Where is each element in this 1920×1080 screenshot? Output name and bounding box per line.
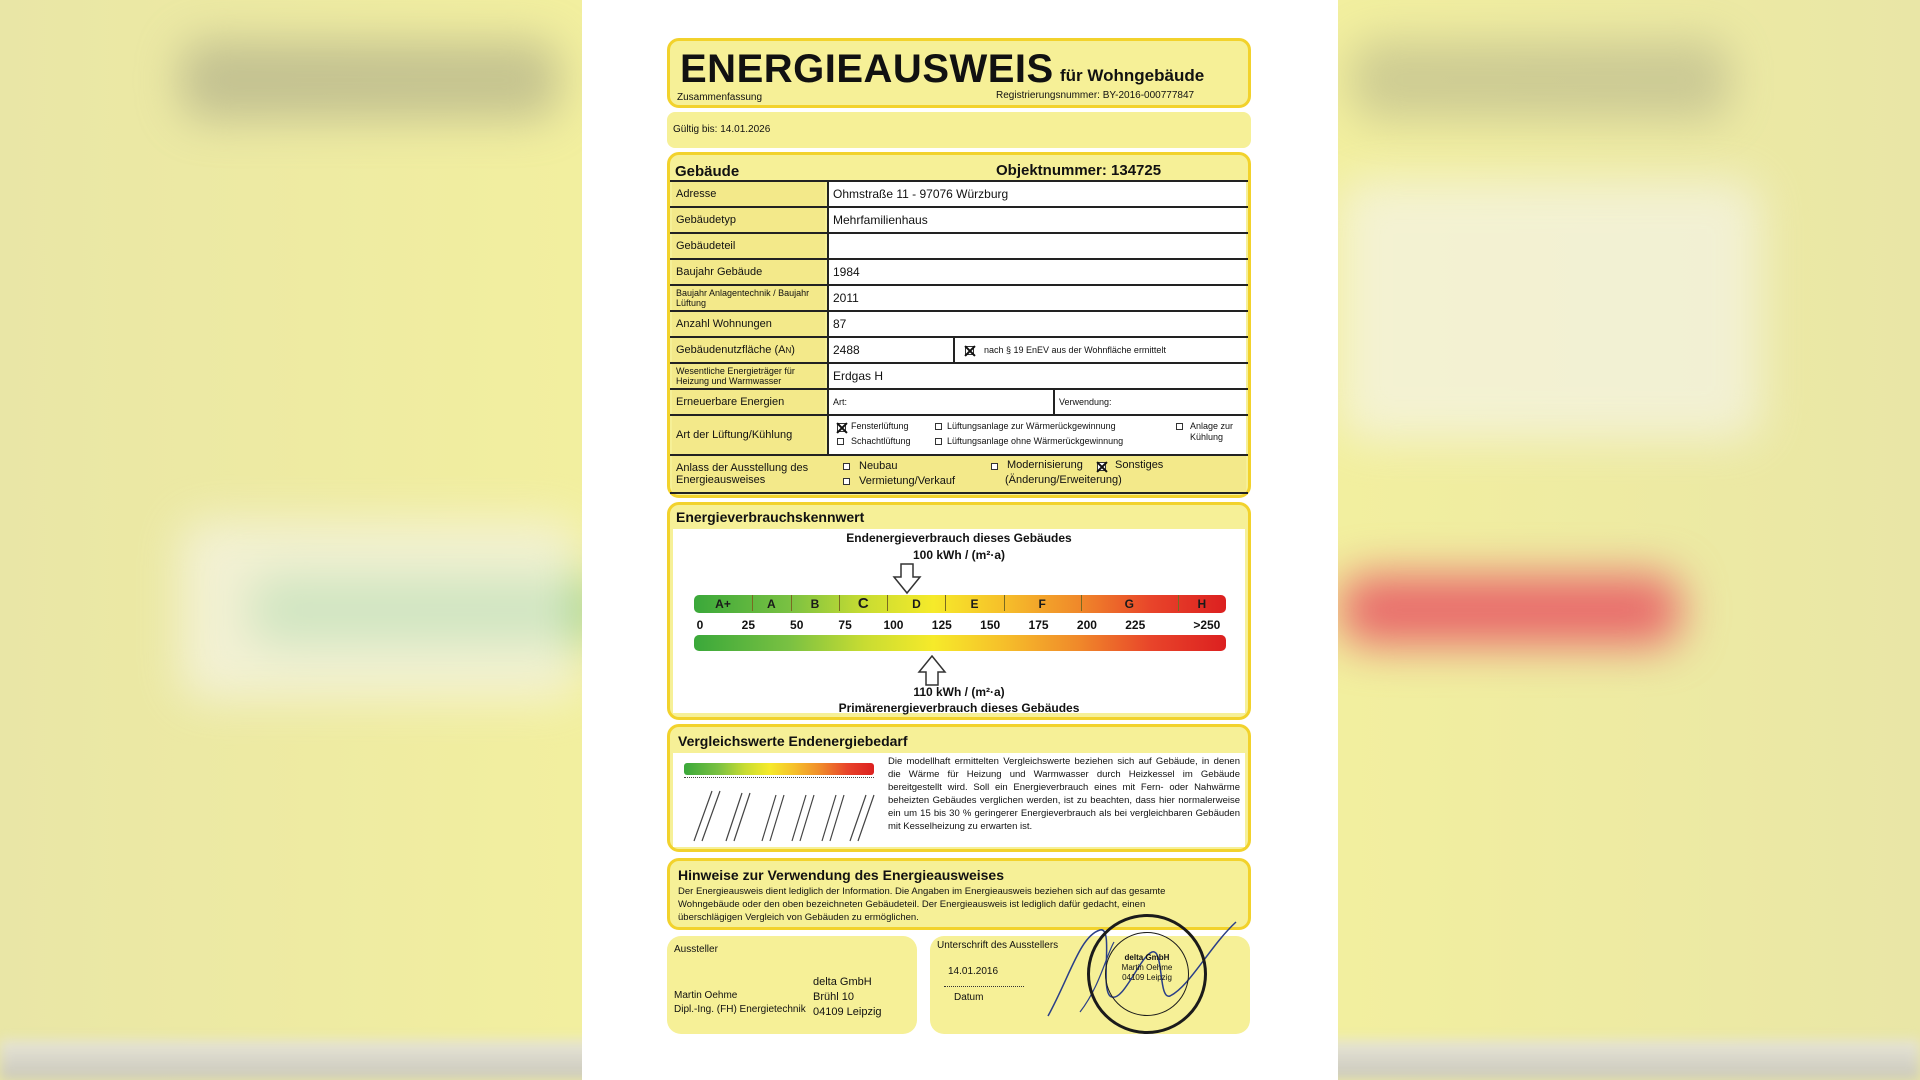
issuer-street: Brühl 10 (813, 991, 854, 1003)
table-row-ventilation (670, 414, 1248, 454)
table-row-units (670, 310, 1248, 336)
row-value: Ohmstraße 11 - 97076 Würzburg (827, 182, 1246, 206)
class-divider (1178, 595, 1179, 611)
efficiency-scale-bottom (694, 635, 1226, 651)
class-divider (1081, 595, 1082, 611)
renewables-use: Verwendung: (1059, 397, 1112, 407)
area-checkbox[interactable] (965, 346, 974, 355)
scale-tick: 200 (1076, 618, 1097, 632)
row-value: 2011 (827, 286, 1246, 310)
row-label: Baujahr Gebäude (672, 260, 825, 284)
efficiency-class-h: H (1197, 597, 1207, 611)
row-value (827, 390, 1246, 414)
blurred-header-right (1350, 40, 1730, 120)
stamp-inner (1105, 932, 1189, 1016)
checkbox-other[interactable] (1097, 462, 1106, 471)
class-divider (887, 595, 888, 611)
opt-other: Sonstiges (1115, 459, 1164, 471)
document-subtitle: für Wohngebäude (1060, 66, 1205, 85)
stamp-city: 04109 Leipzig (1122, 973, 1172, 982)
checkbox-new-build[interactable] (843, 463, 850, 470)
opt-rent-sale: Vermietung/Verkauf (859, 475, 956, 487)
end-energy-arrow (892, 563, 922, 595)
row-label: Art der Lüftung/Kühlung (672, 416, 825, 454)
issuer-name: Martin Oehme (674, 990, 738, 1001)
blurred-red-scale (1340, 575, 1680, 645)
comparison-text: Die modellhaft ermittelten Vergleichswerte beziehen sich auf Gebäude, in denen die Wärme für Heizung und Warmwasser durch Heizkessel im Gebäude bereitgestellt wird. Soll ein Energieverbrauch eines mit Fern- oder Nahwärme beheizten Gebäudes verglichen werden, ist zu beachten, dass hier normalerweise ein um 15 bis 30 % geringerer Energieverbrauch als bei vergleichbaren Gebäuden mit Kesselheizung zu erwarten ist. (888, 756, 1240, 832)
scale-tick: 100 (883, 618, 904, 632)
area-divider (953, 338, 955, 362)
occasion-options (823, 456, 1246, 492)
efficiency-class-b: B (810, 597, 820, 611)
table-row-type (670, 206, 1248, 232)
scale-tick: 225 (1125, 618, 1146, 632)
scale-tick: 0 (696, 618, 704, 632)
efficiency-class-e: E (970, 597, 979, 611)
row-label: Gebäudeteil (672, 234, 825, 258)
signature-date: 14.01.2016 (948, 966, 999, 977)
building-panel (667, 152, 1251, 498)
area-note: nach § 19 EnEV aus der Wohnfläche ermittelt (984, 345, 1166, 355)
table-row-energy-carrier (670, 362, 1248, 388)
checkbox-rent-sale[interactable] (843, 478, 850, 485)
area-value: 2488 (833, 343, 860, 357)
checkbox-modernization[interactable] (991, 463, 998, 470)
row-label: Gebäudetyp (672, 208, 825, 232)
row-value: 1984 (827, 260, 1246, 284)
row-value: 87 (827, 312, 1246, 336)
consumption-panel (667, 502, 1251, 720)
consumption-heading: Energieverbrauchskennwert (676, 509, 865, 525)
end-energy-value: 100 kWh / (m²·a) (912, 548, 1005, 562)
blurred-header-left (180, 40, 560, 120)
issuer-box (667, 936, 917, 1034)
opt-modernization-sub: (Änderung/Erweiterung) (1005, 474, 1122, 486)
blurred-white-right (1340, 180, 1760, 440)
company-stamp (1087, 914, 1207, 1034)
efficiency-class-g: G (1124, 597, 1134, 611)
table-row-part (670, 232, 1248, 258)
table-row-occasion (670, 454, 1248, 494)
summary-label: Zusammenfassung (677, 92, 763, 103)
opt-modernization: Modernisierung (1007, 459, 1083, 471)
comparison-mini-scale (684, 763, 874, 775)
signature-label: Unterschrift des Ausstellers (937, 940, 1059, 951)
scale-tick: >250 (1193, 618, 1221, 632)
issuer-label: Aussteller (674, 944, 718, 955)
energy-certificate-page (582, 0, 1338, 1080)
scale-tick: 50 (790, 618, 804, 632)
row-label: Baujahr Anlagentechnik / Baujahr Lüftung (672, 286, 825, 310)
row-value (827, 234, 1246, 258)
table-row-tech-year (670, 284, 1248, 310)
notes-text: Der Energieausweis dient lediglich der Information. Die Angaben im Energieausweis beziehen sich auf das gesamte Wohngebäude oder den oben bezeichneten Gebäudeteil. Der Energieausweis ist lediglich dafür gedacht, einen überschlägigen Vergleich von Gebäuden zu ermöglichen. (678, 886, 1166, 923)
comparison-rotated-labels (680, 783, 880, 845)
efficiency-class-f: F (1038, 597, 1046, 611)
row-label: Anlass der Ausstellung des Energieausweises (672, 456, 825, 492)
table-row-address (670, 180, 1248, 206)
comparison-panel (667, 724, 1251, 852)
row-value: Erdgas H (827, 364, 1246, 388)
area-label-end: ) (791, 344, 795, 356)
table-row-year (670, 258, 1248, 284)
scale-tick: 75 (838, 618, 852, 632)
row-label: Wesentliche Energieträger für Heizung und Warmwasser (672, 364, 825, 388)
class-divider (752, 595, 753, 611)
table-row-area (670, 336, 1248, 362)
registration-number: Registrierungsnummer: BY-2016-000777847 (996, 90, 1195, 101)
efficiency-tick-labels (694, 618, 1226, 634)
valid-until: Gültig bis: 14.01.2026 (673, 124, 771, 135)
renewables-art: Art: (833, 397, 848, 407)
efficiency-class-a: A (767, 597, 776, 611)
primary-energy-arrow (917, 655, 947, 687)
area-label-sub: N (785, 345, 792, 355)
scale-tick: 125 (931, 618, 952, 632)
issuer-company: delta GmbH (813, 976, 872, 988)
efficiency-class-aplus: A+ (715, 597, 731, 611)
class-divider (791, 595, 792, 611)
header-panel (667, 38, 1251, 108)
renewables-divider (1053, 390, 1055, 414)
blurred-white-left (180, 520, 580, 700)
class-divider (839, 595, 840, 611)
row-label: Adresse (672, 182, 825, 206)
stamp-name: Martin Oehme (1121, 963, 1173, 972)
opt-no-recovery: Lüftungsanlage ohne Wärmerückgewinnung (947, 436, 1124, 446)
checkbox-shaft[interactable] (837, 438, 844, 445)
end-energy-label: Endenergieverbrauch dieses Gebäudes (846, 531, 1072, 545)
building-heading: Gebäude (675, 163, 740, 180)
date-underline (944, 986, 1024, 987)
date-label: Datum (954, 992, 984, 1003)
scale-tick: 175 (1028, 618, 1049, 632)
object-number: Objektnummer: 134725 (996, 162, 1162, 179)
stamp-company: delta GmbH (1124, 953, 1170, 962)
ventilation-options (827, 416, 1246, 454)
scale-tick: 150 (980, 618, 1001, 632)
primary-energy-value: 110 kWh / (m²·a) (913, 685, 1005, 699)
class-divider (945, 595, 946, 611)
checkbox-cooling[interactable] (1176, 423, 1183, 430)
issuer-title: Dipl.-Ing. (FH) Energietechnik (674, 1004, 806, 1015)
row-value (827, 338, 1246, 362)
area-label: Gebäudenutzfläche (A (676, 344, 786, 356)
row-value: Mehrfamilienhaus (827, 208, 1246, 232)
issuer-city: 04109 Leipzig (813, 1006, 882, 1018)
checkbox-window[interactable] (837, 423, 846, 432)
opt-new-build: Neubau (859, 460, 898, 472)
efficiency-class-d: D (912, 597, 921, 611)
row-label: Anzahl Wohnungen (672, 312, 825, 336)
comparison-heading: Vergleichswerte Endenergiebedarf (678, 733, 908, 749)
class-divider (1004, 595, 1005, 611)
opt-shaft-ventilation: Schachtlüftung (851, 436, 911, 446)
efficiency-class-labels (694, 597, 1226, 613)
efficiency-class-c: C (857, 595, 869, 612)
row-label (672, 338, 825, 362)
checkbox-heat-recovery[interactable] (935, 423, 942, 430)
primary-energy-label: Primärenergieverbrauch dieses Gebäudes (838, 701, 1080, 715)
table-row-renewables (670, 388, 1248, 414)
row-label: Erneuerbare Energien (672, 390, 825, 414)
document-title: ENERGIEAUSWEIS (680, 47, 1054, 91)
opt-window-ventilation: Fensterlüftung (851, 421, 909, 431)
checkbox-no-recovery[interactable] (935, 438, 942, 445)
opt-heat-recovery: Lüftungsanlage zur Wärmerückgewinnung (947, 421, 1116, 431)
scale-tick: 25 (741, 618, 756, 632)
validity-bar (667, 112, 1251, 148)
opt-cooling: Anlage zur Kühlung (1190, 421, 1234, 442)
notes-heading: Hinweise zur Verwendung des Energieausweises (678, 867, 1005, 883)
